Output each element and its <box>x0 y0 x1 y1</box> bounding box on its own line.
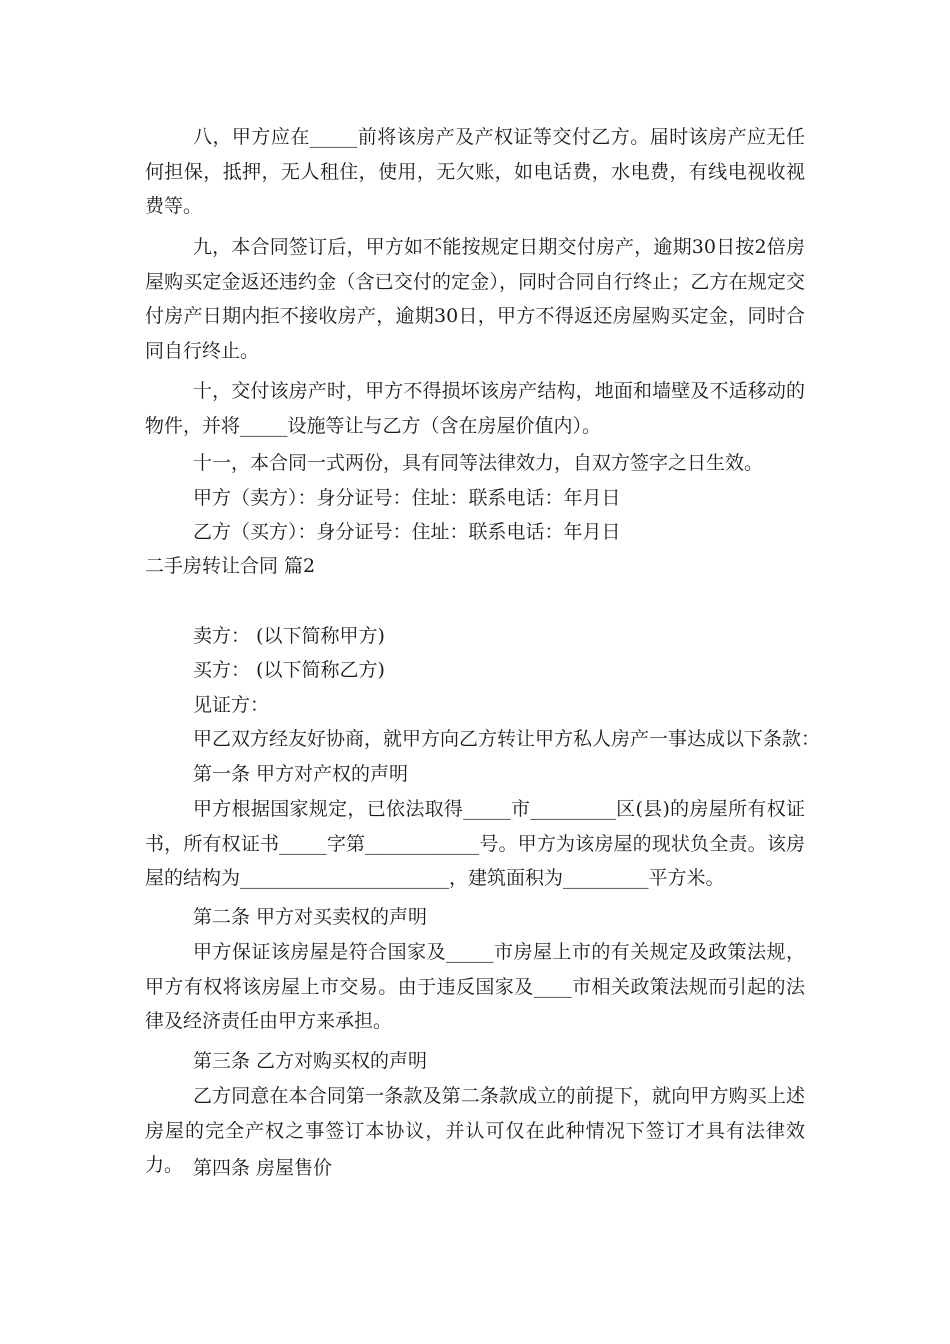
section-heading <box>145 549 805 584</box>
seller-text: 卖方： (以下简称甲方) <box>193 625 385 647</box>
clause-8 <box>145 120 805 224</box>
article-2-heading: 第二条 甲方对买卖权的声明 <box>193 906 428 928</box>
clause-10 <box>145 374 805 443</box>
article-3-title <box>145 1044 805 1079</box>
article-1-title <box>145 757 805 792</box>
buyer-text: 买方： (以下简称乙方) <box>193 659 385 681</box>
contract-title: 二手房转让合同 篇2 <box>145 555 316 577</box>
intro-line <box>145 722 821 757</box>
clause-10-text: 十，交付该房产时，甲方不得损坏该房产结构，地面和墙壁及不适移动的物件，并将_____设施等让与乙方（含在房屋价值内）。 <box>145 380 805 437</box>
article-3-text: 乙方同意在本合同第一条款及第二条款成立的前提下，就向甲方购买上述房屋的完全产权之事签订本协议，并认可仅在此种情况下签订才具有法律效力。 <box>145 1085 805 1176</box>
signature-party-b <box>145 515 805 550</box>
article-4-heading: 第四条 房屋售价 <box>193 1157 333 1179</box>
witness-line <box>145 688 805 723</box>
clause-11-text: 十一，本合同一式两份，具有同等法律效力，自双方签字之日生效。 <box>193 452 764 474</box>
signature-party-a <box>145 481 805 516</box>
clause-8-text: 八，甲方应在_____前将该房产及产权证等交付乙方。届时该房产应无任何担保，抵押，无人租住，使用，无欠账，如电话费，水电费，有线电视收视费等。 <box>145 126 805 217</box>
witness-text: 见证方： <box>193 694 270 716</box>
party-b-text: 乙方（买方）：身分证号：住址：联系电话：年月日 <box>193 521 621 543</box>
article-2-title <box>145 900 805 935</box>
article-3-heading: 第三条 乙方对购买权的声明 <box>193 1050 428 1072</box>
clause-9 <box>145 230 805 368</box>
clause-11 <box>145 446 805 481</box>
intro-text: 甲乙双方经友好协商，就甲方向乙方转让甲方私人房产一事达成以下条款： <box>193 728 821 750</box>
article-1 <box>145 792 805 896</box>
article-4-title <box>145 1151 805 1186</box>
article-1-text: 甲方根据国家规定，已依法取得_____市_________区(县)的房屋所有权证书，所有权证书_____字第____________号。甲方为该房屋的现状负全责。该房屋的结构为______________________，建筑面积为_________平方米。 <box>145 798 805 889</box>
seller-line <box>145 619 805 654</box>
article-1-heading: 第一条 甲方对产权的声明 <box>193 763 409 785</box>
article-2 <box>145 935 805 1039</box>
clause-9-text: 九，本合同签订后，甲方如不能按规定日期交付房产，逾期30日按2倍房屋购买定金返还违约金（含已交付的定金），同时合同自行终止；乙方在规定交付房产日期内拒不接收房产，逾期30日，甲方不得返还房屋购买定金，同时合同自行终止。 <box>145 236 805 362</box>
buyer-line <box>145 653 805 688</box>
article-2-text: 甲方保证该房屋是符合国家及_____市房屋上市的有关规定及政策法规，甲方有权将该房屋上市交易。由于违反国家及____市相关政策法规而引起的法律及经济责任由甲方来承担。 <box>145 941 805 1032</box>
party-a-text: 甲方（卖方）：身分证号：住址：联系电话：年月日 <box>193 487 621 509</box>
